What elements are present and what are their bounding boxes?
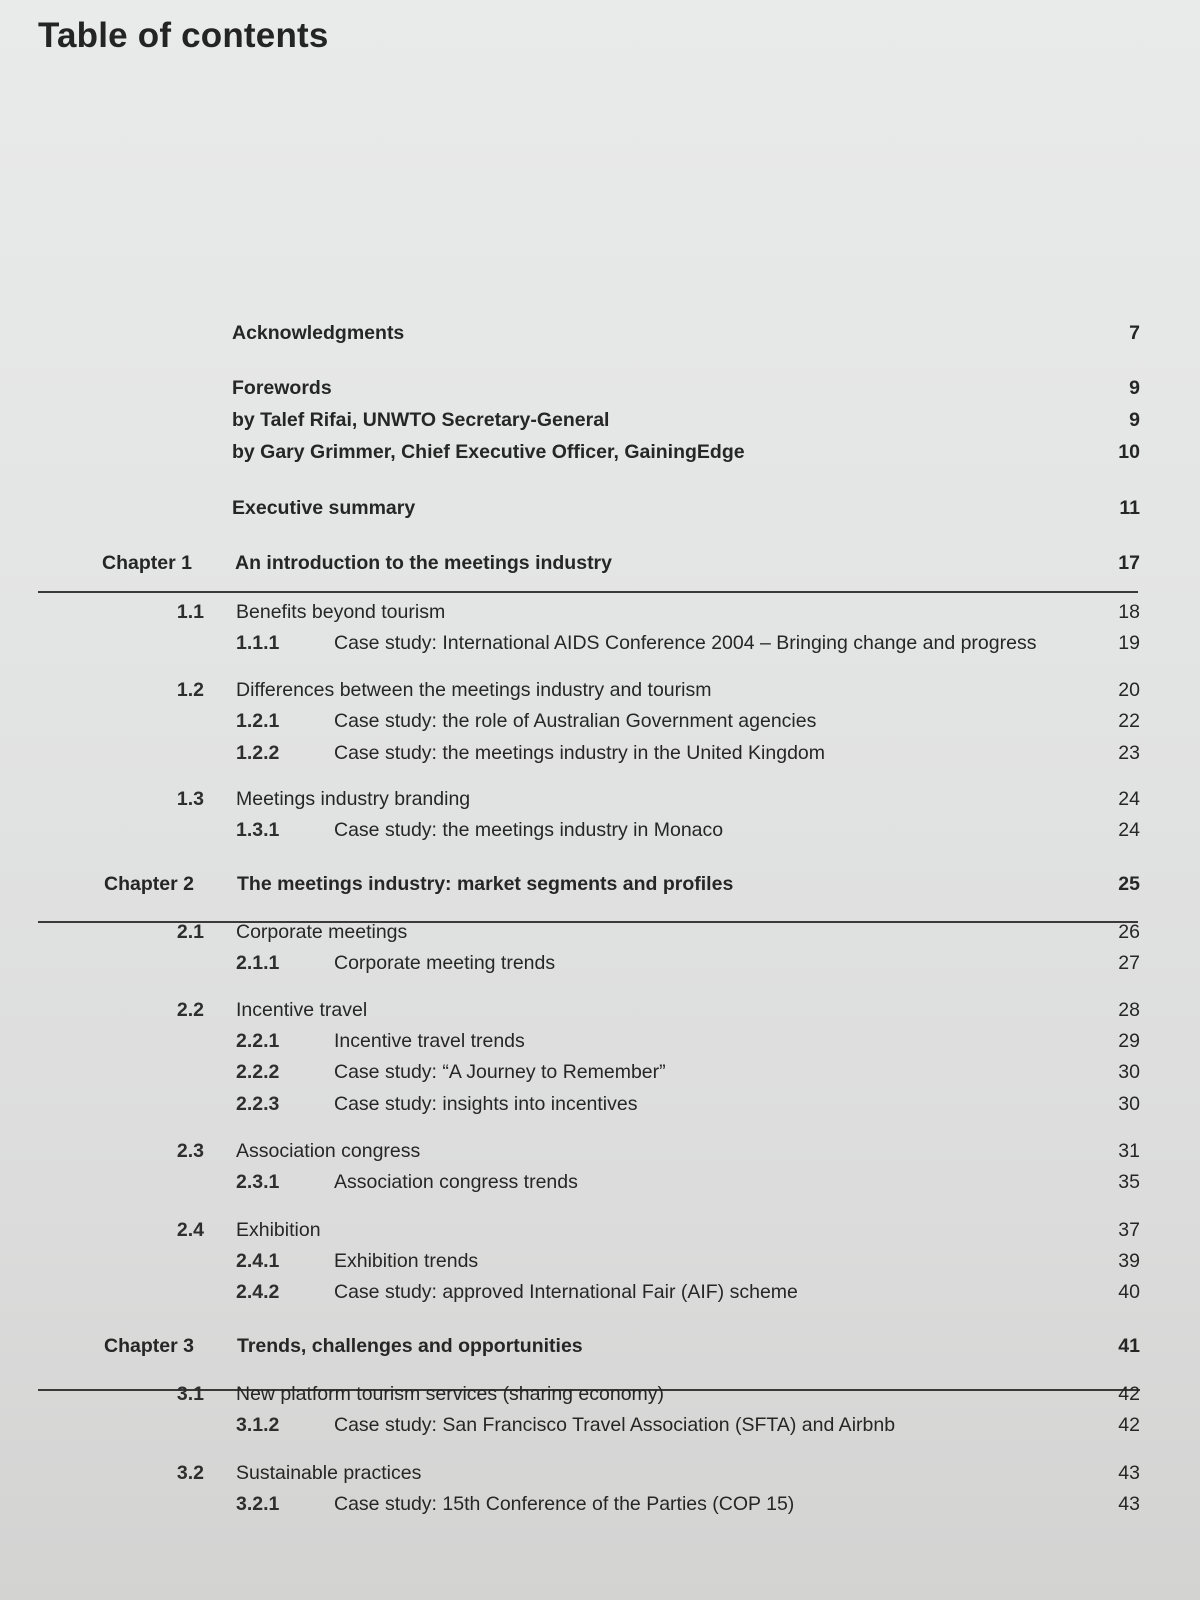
- page-title: Table of contents: [38, 16, 329, 55]
- section-number: 3.1: [176, 1383, 204, 1405]
- page-number: 30: [1118, 1061, 1140, 1083]
- subsection-number: 1.2.2: [236, 742, 280, 764]
- subsection-entry: [0, 628, 1200, 658]
- page-number: 20: [1118, 679, 1140, 701]
- page-number: 37: [1118, 1219, 1140, 1241]
- subsection-title: Case study: International AIDS Conference 2004 – Bringing change and progress: [334, 632, 1037, 654]
- page-number: 43: [1118, 1462, 1140, 1484]
- subsection-title: Exhibition trends: [334, 1250, 479, 1272]
- chapter-label: Chapter 1: [102, 552, 192, 574]
- section-entry: [0, 1379, 1200, 1409]
- subsection-entry: [0, 1057, 1200, 1087]
- page-number: 17: [1118, 552, 1140, 574]
- subsection-entry: [0, 948, 1200, 978]
- section-number: 2.3: [176, 1140, 204, 1162]
- page-number: 40: [1118, 1281, 1140, 1303]
- section-title: Sustainable practices: [236, 1462, 422, 1484]
- page-number: 41: [1118, 1335, 1140, 1357]
- page-number: 11: [1119, 497, 1140, 519]
- page-number: 24: [1118, 788, 1140, 810]
- page-number: 25: [1118, 873, 1140, 895]
- subsection-title: Case study: the meetings industry in Monaco: [334, 819, 724, 841]
- chapter-heading: [0, 1331, 1200, 1361]
- front-matter-entry: [0, 318, 1200, 348]
- page-number: 39: [1118, 1250, 1140, 1272]
- section-title: Incentive travel: [236, 999, 368, 1021]
- subsection-title: Case study: 15th Conference of the Parties (COP 15): [334, 1493, 795, 1515]
- section-entry: [0, 995, 1200, 1025]
- section-entry: [0, 675, 1200, 705]
- page-number: 31: [1118, 1140, 1140, 1162]
- subsection-number: 3.1.2: [236, 1414, 280, 1436]
- page-number: 9: [1129, 377, 1140, 399]
- page-number: 42: [1118, 1383, 1140, 1405]
- subsection-entry: [0, 1246, 1200, 1276]
- subsection-entry: [0, 738, 1200, 768]
- section-title: New platform tourism services (sharing economy): [236, 1383, 665, 1405]
- subsection-title: Corporate meeting trends: [334, 952, 556, 974]
- entry-title: by Talef Rifai, UNWTO Secretary-General: [232, 409, 610, 431]
- section-number: 1.1: [176, 601, 204, 623]
- subsection-number: 2.1.1: [236, 952, 280, 974]
- subsection-number: 2.3.1: [236, 1171, 280, 1193]
- subsection-entry: [0, 815, 1200, 845]
- entry-title: Acknowledgments: [232, 322, 405, 344]
- subsection-title: Case study: approved International Fair (AIF) scheme: [334, 1281, 798, 1303]
- section-entry: [0, 1458, 1200, 1488]
- front-matter-entry: [0, 437, 1200, 467]
- section-title: Differences between the meetings industry and tourism: [236, 679, 712, 701]
- subsection-entry: [0, 1489, 1200, 1519]
- section-entry: [0, 917, 1200, 947]
- chapter-heading: [0, 548, 1200, 578]
- page-number: 26: [1118, 921, 1140, 943]
- section-title: Meetings industry branding: [236, 788, 471, 810]
- subsection-number: 2.2.3: [236, 1093, 280, 1115]
- chapter-label: Chapter 3: [104, 1335, 194, 1357]
- subsection-entry: [0, 1167, 1200, 1197]
- section-entry: [0, 597, 1200, 627]
- section-number: 2.2: [176, 999, 204, 1021]
- entry-title: Executive summary: [232, 497, 416, 519]
- page-number: 35: [1118, 1171, 1140, 1193]
- subsection-title: Case study: insights into incentives: [334, 1093, 638, 1115]
- section-number: 2.1: [176, 921, 204, 943]
- subsection-number: 1.3.1: [236, 819, 280, 841]
- entry-title: by Gary Grimmer, Chief Executive Officer, GainingEdge: [232, 441, 745, 463]
- subsection-number: 2.2.1: [236, 1030, 280, 1052]
- chapter-title: Trends, challenges and opportunities: [237, 1335, 583, 1357]
- subsection-number: 2.2.2: [236, 1061, 280, 1083]
- subsection-number: 2.4.2: [236, 1281, 280, 1303]
- page-number: 42: [1118, 1414, 1140, 1436]
- chapter-title: An introduction to the meetings industry: [235, 552, 612, 574]
- page-number: 29: [1118, 1030, 1140, 1052]
- chapter-divider: [38, 591, 1138, 593]
- page-number: 27: [1118, 952, 1140, 974]
- subsection-entry: [0, 706, 1200, 736]
- front-matter-entry: [0, 405, 1200, 435]
- subsection-number: 1.2.1: [236, 710, 280, 732]
- front-matter-entry: [0, 493, 1200, 523]
- section-title: Corporate meetings: [236, 921, 408, 943]
- subsection-title: Incentive travel trends: [334, 1030, 525, 1052]
- section-number: 1.2: [176, 679, 204, 701]
- subsection-entry: [0, 1277, 1200, 1307]
- page-number: 18: [1118, 601, 1140, 623]
- subsection-entry: [0, 1410, 1200, 1440]
- page-number: 43: [1118, 1493, 1140, 1515]
- chapter-heading: [0, 869, 1200, 899]
- subsection-entry: [0, 1026, 1200, 1056]
- page-number: 9: [1129, 409, 1140, 431]
- section-number: 2.4: [176, 1219, 204, 1241]
- subsection-number: 2.4.1: [236, 1250, 280, 1272]
- section-entry: [0, 1136, 1200, 1166]
- entry-title: Forewords: [232, 377, 332, 399]
- section-title: Exhibition: [236, 1219, 321, 1241]
- page-number: 7: [1129, 322, 1140, 344]
- page-number: 24: [1118, 819, 1140, 841]
- page-number: 28: [1118, 999, 1140, 1021]
- subsection-number: 1.1.1: [236, 632, 280, 654]
- section-title: Association congress: [236, 1140, 421, 1162]
- section-number: 3.2: [176, 1462, 204, 1484]
- chapter-title: The meetings industry: market segments and profiles: [237, 873, 734, 895]
- subsection-title: Case study: the role of Australian Government agencies: [334, 710, 817, 732]
- page-number: 10: [1118, 441, 1140, 463]
- chapter-label: Chapter 2: [104, 873, 194, 895]
- subsection-title: Case study: the meetings industry in the United Kingdom: [334, 742, 826, 764]
- page-number: 23: [1118, 742, 1140, 764]
- page-number: 19: [1118, 632, 1140, 654]
- subsection-title: Case study: “A Journey to Remember”: [334, 1061, 666, 1083]
- section-entry: [0, 1215, 1200, 1245]
- subsection-title: Case study: San Francisco Travel Association (SFTA) and Airbnb: [334, 1414, 896, 1436]
- section-entry: [0, 784, 1200, 814]
- page-number: 22: [1118, 710, 1140, 732]
- subsection-entry: [0, 1089, 1200, 1119]
- page-number: 30: [1118, 1093, 1140, 1115]
- front-matter-entry: [0, 373, 1200, 403]
- subsection-title: Association congress trends: [334, 1171, 578, 1193]
- section-title: Benefits beyond tourism: [236, 601, 446, 623]
- section-number: 1.3: [176, 788, 204, 810]
- subsection-number: 3.2.1: [236, 1493, 280, 1515]
